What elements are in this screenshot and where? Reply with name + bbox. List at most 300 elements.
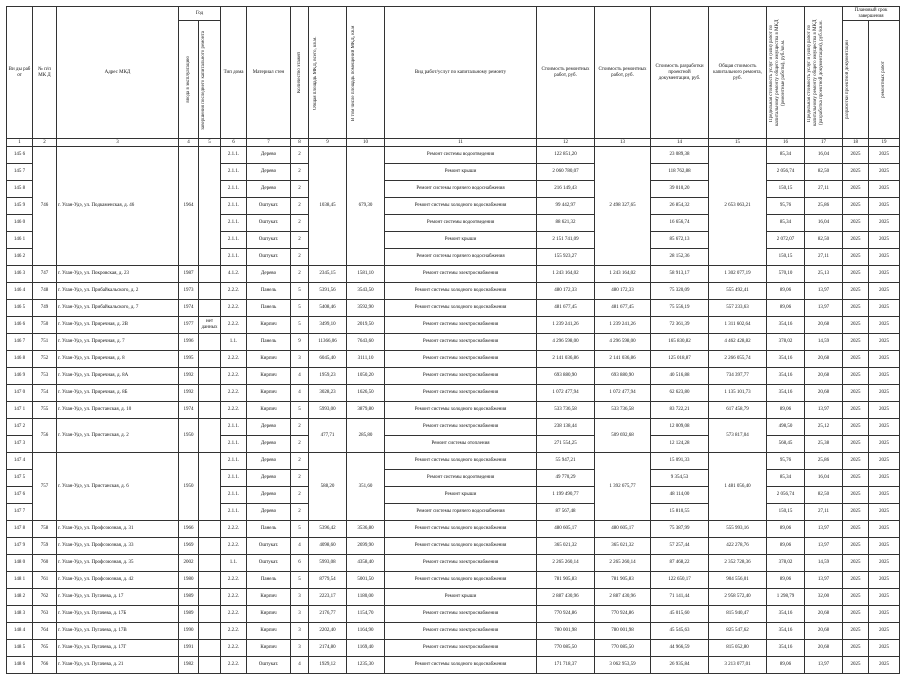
cell-fl: 3: [291, 351, 309, 368]
cell-type: 2.2.2.: [221, 283, 247, 300]
table-row: [7, 555, 900, 572]
cell-c12: 693 880,90: [537, 368, 595, 385]
header-total-area: Общая площадь МКД, всего, кв.м.: [309, 7, 347, 139]
header-work-type: Вид работ/услуг по капитальному ремонту: [385, 7, 537, 139]
cell-vid: 146 4: [7, 283, 33, 300]
repair-register-table: [6, 6, 900, 674]
cell-c19: 2025: [869, 147, 900, 164]
cell-y2: [199, 453, 221, 521]
header-year: Год: [179, 7, 221, 21]
cell-prem: 1626,50: [347, 385, 385, 402]
cell-wall: Дерево: [247, 419, 291, 436]
cell-c19: 2025: [869, 470, 900, 487]
cell-y2: [199, 572, 221, 589]
cell-type: 2.1.1.: [221, 147, 247, 164]
column-number: 6: [221, 139, 247, 147]
cell-c14: 75 556,19: [651, 300, 709, 317]
cell-c13: 480 172,33: [595, 283, 651, 300]
cell-c19: 2025: [869, 555, 900, 572]
cell-area: 3499,10: [309, 317, 347, 334]
cell-c16: 354,16: [767, 385, 805, 402]
cell-c19: 2025: [869, 487, 900, 504]
cell-type: 2.2.2.: [221, 589, 247, 606]
cell-addr: г. Улан-Удэ, ул. Пристанская, д. 2: [57, 419, 179, 453]
table-row: [7, 351, 900, 368]
cell-prem: 679,30: [347, 147, 385, 266]
cell-addr: г. Улан-Удэ, ул. Профсоюзная, д. 42: [57, 572, 179, 589]
cell-c18: 2025: [843, 572, 869, 589]
cell-fl: 3: [291, 589, 309, 606]
cell-c12: 481 677,45: [537, 300, 595, 317]
cell-c18: 2025: [843, 283, 869, 300]
cell-c12: 480 172,33: [537, 283, 595, 300]
cell-c16: 150,15: [767, 504, 805, 521]
cell-c13: 533 736,58: [595, 402, 651, 419]
table-row: [7, 402, 900, 419]
cell-y2: [199, 385, 221, 402]
cell-c12: 2 060 780,07: [537, 164, 595, 181]
cell-c16: 354,16: [767, 368, 805, 385]
cell-vid: 147 4: [7, 453, 33, 470]
cell-vid: 145 8: [7, 181, 33, 198]
cell-addr: г. Улан-Удэ, ул. Профсоюзная, д. 31: [57, 521, 179, 538]
cell-vid: 147 3: [7, 436, 33, 453]
cell-wall: Оштукат.: [247, 198, 291, 215]
cell-c17: 16,04: [805, 470, 843, 487]
column-number: 11: [385, 139, 537, 147]
cell-c15: 825 547,62: [709, 623, 767, 640]
cell-y1: 1969: [179, 538, 199, 555]
cell-c14: 26 854,32: [651, 198, 709, 215]
cell-work: Ремонт системы горячего водоснабжения: [385, 249, 537, 266]
cell-c12: 780 001,98: [537, 623, 595, 640]
cell-c19: 2025: [869, 385, 900, 402]
cell-c16: 95,76: [767, 453, 805, 470]
cell-c13: 365 021,32: [595, 538, 651, 555]
cell-c14: 57 257,44: [651, 538, 709, 555]
cell-num: 765: [33, 640, 57, 657]
cell-c18: 2025: [843, 419, 869, 436]
cell-c15: 2 958 572,40: [709, 589, 767, 606]
cell-prem: 1180,00: [347, 589, 385, 606]
cell-c18: 2025: [843, 470, 869, 487]
table-row: [7, 266, 900, 283]
cell-c19: 2025: [869, 198, 900, 215]
cell-vid: 148 6: [7, 657, 33, 674]
cell-num: 766: [33, 657, 57, 674]
cell-c14: 122 650,17: [651, 572, 709, 589]
header-cost-repair-2: Стоимость ремонтных работ, руб.: [595, 7, 651, 139]
cell-fl: 5: [291, 572, 309, 589]
cell-fl: 5: [291, 300, 309, 317]
cell-c14: 45 545,63: [651, 623, 709, 640]
cell-type: 2.1.1.: [221, 487, 247, 504]
cell-work: Ремонт системы холодного водоснабжения: [385, 657, 537, 674]
cell-c17: 20,68: [805, 385, 843, 402]
cell-c18: 2025: [843, 487, 869, 504]
cell-c19: 2025: [869, 572, 900, 589]
cell-c16: 89,06: [767, 657, 805, 674]
cell-addr: г. Улан-Удэ, ул. Пугачева, д. 17: [57, 589, 179, 606]
cell-c12: 533 736,58: [537, 402, 595, 419]
cell-y1: 1964: [179, 147, 199, 266]
cell-wall: Кирпич: [247, 623, 291, 640]
cell-c17: 27,11: [805, 181, 843, 198]
cell-vid: 146 1: [7, 232, 33, 249]
cell-c15: 4 462 428,82: [709, 334, 767, 351]
header-num: № п/п МК Д: [33, 7, 57, 139]
cell-y1: 1950: [179, 453, 199, 521]
table-row: [7, 147, 900, 164]
cell-type: 2.2.2.: [221, 538, 247, 555]
header-vid: Ви ды раб от: [7, 7, 33, 139]
cell-c13: 481 677,45: [595, 300, 651, 317]
cell-c18: 2025: [843, 504, 869, 521]
cell-c15: 734 397,77: [709, 368, 767, 385]
cell-c14: 9 354,53: [651, 470, 709, 487]
cell-c12: 99 442,97: [537, 198, 595, 215]
header-deadline-repair: ремонтных работ: [869, 21, 900, 139]
cell-c16: 89,06: [767, 283, 805, 300]
cell-c15: 815 940,47: [709, 606, 767, 623]
cell-c12: 88 621,32: [537, 215, 595, 232]
cell-wall: Оштукат.: [247, 215, 291, 232]
cell-c17: 82,50: [805, 487, 843, 504]
cell-c15: 617 458,79: [709, 402, 767, 419]
cell-c16: 354,16: [767, 640, 805, 657]
cell-vid: 148 0: [7, 555, 33, 572]
cell-c19: 2025: [869, 249, 900, 266]
cell-c16: 85,34: [767, 470, 805, 487]
cell-y1: 1992: [179, 385, 199, 402]
cell-type: 2.2.2.: [221, 317, 247, 334]
cell-num: 751: [33, 334, 57, 351]
cell-c18: 2025: [843, 317, 869, 334]
cell-c14: 15 810,55: [651, 504, 709, 521]
cell-wall: Панель: [247, 300, 291, 317]
cell-c19: 2025: [869, 521, 900, 538]
column-numbers-row: [7, 139, 900, 147]
cell-c14: 45 015,60: [651, 606, 709, 623]
cell-num: 764: [33, 623, 57, 640]
cell-c14: 75 387,99: [651, 521, 709, 538]
cell-vid: 145 9: [7, 198, 33, 215]
cell-c19: 2025: [869, 538, 900, 555]
cell-work: Ремонт системы электроснабжения: [385, 419, 537, 436]
cell-c13: 2 498 327,65: [595, 147, 651, 266]
cell-type: 2.1.1.: [221, 215, 247, 232]
cell-c15: 422 278,76: [709, 538, 767, 555]
header-year-commissioning: ввода в эксплуатацию: [179, 21, 199, 139]
cell-c12: 4 296 598,00: [537, 334, 595, 351]
cell-c18: 2025: [843, 589, 869, 606]
table-row: [7, 334, 900, 351]
cell-c14: 23 089,38: [651, 147, 709, 164]
cell-c13: 770 924,86: [595, 606, 651, 623]
cell-c16: 2 056,74: [767, 487, 805, 504]
cell-fl: 2: [291, 147, 309, 164]
cell-y2: [199, 351, 221, 368]
cell-c15: 1 135 101,73: [709, 385, 767, 402]
cell-type: 2.2.2.: [221, 606, 247, 623]
cell-y1: 1992: [179, 368, 199, 385]
cell-c17: 16,04: [805, 147, 843, 164]
cell-c15: 815 052,80: [709, 640, 767, 657]
cell-addr: г. Улан-Удэ, ул. Профсоюзная, д. 35: [57, 555, 179, 572]
cell-wall: Кирпич: [247, 402, 291, 419]
cell-c17: 20,68: [805, 317, 843, 334]
cell-fl: 5: [291, 521, 309, 538]
cell-fl: 2: [291, 504, 309, 521]
cell-c12: 480 605,17: [537, 521, 595, 538]
cell-c12: 2 265 260,14: [537, 555, 595, 572]
column-number: 1: [7, 139, 33, 147]
register-sheet: [6, 6, 899, 674]
cell-fl: 2: [291, 249, 309, 266]
cell-addr: г. Улан-Удэ, ул. Приречная, д. 2В: [57, 317, 179, 334]
cell-c17: 82,50: [805, 232, 843, 249]
cell-type: 1.1.: [221, 334, 247, 351]
cell-wall: Кирпич: [247, 606, 291, 623]
cell-vid: 146 8: [7, 351, 33, 368]
cell-fl: 2: [291, 164, 309, 181]
cell-work: Ремонт системы водоотведения: [385, 215, 537, 232]
column-number: 17: [805, 139, 843, 147]
cell-wall: Дерево: [247, 147, 291, 164]
cell-c18: 2025: [843, 640, 869, 657]
cell-y2: нет данных: [199, 317, 221, 334]
cell-c18: 2025: [843, 198, 869, 215]
cell-c17: 14,59: [805, 555, 843, 572]
cell-vid: 147 9: [7, 538, 33, 555]
cell-fl: 2: [291, 232, 309, 249]
cell-work: Ремонт системы электроснабжения: [385, 623, 537, 640]
cell-c16: 354,16: [767, 623, 805, 640]
cell-wall: Дерево: [247, 266, 291, 283]
cell-type: 2.1.1.: [221, 164, 247, 181]
cell-fl: 2: [291, 453, 309, 470]
cell-c18: 2025: [843, 147, 869, 164]
cell-num: 754: [33, 385, 57, 402]
cell-c12: 55 947,21: [537, 453, 595, 470]
cell-c13: 770 085,50: [595, 640, 651, 657]
cell-work: Ремонт системы холодного водоснабжения: [385, 453, 537, 470]
column-number: 8: [291, 139, 309, 147]
cell-prem: 2019,50: [347, 317, 385, 334]
cell-wall: Панель: [247, 521, 291, 538]
cell-c14: 125 018,87: [651, 351, 709, 368]
cell-addr: г. Улан-Удэ, ул. Пугачева, д. 17Б: [57, 606, 179, 623]
cell-c19: 2025: [869, 504, 900, 521]
cell-c18: 2025: [843, 436, 869, 453]
cell-wall: Дерево: [247, 470, 291, 487]
cell-c12: 1 199 490,77: [537, 487, 595, 504]
cell-y2: [199, 402, 221, 419]
cell-c17: 13,97: [805, 283, 843, 300]
cell-fl: 4: [291, 385, 309, 402]
cell-addr: г. Улан-Удэ, ул. Пристанская, д. 10: [57, 402, 179, 419]
cell-vid: 147 2: [7, 419, 33, 436]
header-cost-repair: Стоимость ремонтных работ, руб.: [537, 7, 595, 139]
cell-c14: 72 361,39: [651, 317, 709, 334]
cell-prem: 3111,10: [347, 351, 385, 368]
header-deadline-design: разработки проектной документации: [843, 21, 869, 139]
cell-work: Ремонт системы холодного водоснабжения: [385, 521, 537, 538]
cell-c19: 2025: [869, 266, 900, 283]
cell-fl: 4: [291, 368, 309, 385]
table-row: [7, 657, 900, 674]
cell-c19: 2025: [869, 351, 900, 368]
cell-c19: 2025: [869, 300, 900, 317]
table-row: [7, 317, 900, 334]
cell-wall: Кирпич: [247, 385, 291, 402]
cell-prem: 1164,90: [347, 623, 385, 640]
cell-work: Ремонт системы холодного водоснабжения: [385, 538, 537, 555]
cell-c17: 13,97: [805, 657, 843, 674]
cell-type: 2.2.2.: [221, 657, 247, 674]
cell-c16: 150,15: [767, 181, 805, 198]
cell-type: 2.1.1.: [221, 436, 247, 453]
column-number: 9: [309, 139, 347, 147]
cell-c19: 2025: [869, 334, 900, 351]
cell-fl: 3: [291, 606, 309, 623]
cell-num: 750: [33, 317, 57, 334]
cell-c17: 25,86: [805, 453, 843, 470]
cell-c13: 3 062 953,59: [595, 657, 651, 674]
cell-work: Ремонт системы электроснабжения: [385, 334, 537, 351]
cell-y1: 1974: [179, 402, 199, 419]
cell-addr: г. Улан-Удэ, ул. Приречная, д. 8Б: [57, 385, 179, 402]
cell-vid: 145 6: [7, 147, 33, 164]
cell-c18: 2025: [843, 164, 869, 181]
cell-y1: 1989: [179, 589, 199, 606]
cell-vid: 146 5: [7, 300, 33, 317]
cell-c15: 2 352 728,36: [709, 555, 767, 572]
cell-area: 1929,12: [309, 657, 347, 674]
cell-addr: г. Улан-Удэ, ул. Пугачева, д. 17В: [57, 623, 179, 640]
cell-wall: Оштукат.: [247, 538, 291, 555]
cell-wall: Дерево: [247, 504, 291, 521]
cell-wall: Дерево: [247, 164, 291, 181]
cell-c14: 48 114,00: [651, 487, 709, 504]
cell-num: 757: [33, 453, 57, 521]
cell-c18: 2025: [843, 385, 869, 402]
cell-c16: 568,45: [767, 436, 805, 453]
cell-num: 755: [33, 402, 57, 419]
header-cost-design: Стоимость разработки проектной документации, руб.: [651, 7, 709, 139]
cell-c19: 2025: [869, 164, 900, 181]
cell-c15: 904 556,01: [709, 572, 767, 589]
header-premises-area: В том числе площадь помещений МКД, кв.м: [347, 7, 385, 139]
table-row: [7, 521, 900, 538]
table-row: [7, 623, 900, 640]
cell-num: 756: [33, 419, 57, 453]
cell-c18: 2025: [843, 368, 869, 385]
cell-wall: Кирпич: [247, 640, 291, 657]
cell-y1: 1980: [179, 572, 199, 589]
cell-c17: 32,00: [805, 589, 843, 606]
cell-c17: 20,68: [805, 368, 843, 385]
cell-c16: 89,06: [767, 538, 805, 555]
cell-c15: 555 492,41: [709, 283, 767, 300]
cell-num: 763: [33, 606, 57, 623]
cell-c17: 25,86: [805, 198, 843, 215]
cell-c19: 2025: [869, 623, 900, 640]
cell-c17: 27,11: [805, 504, 843, 521]
cell-area: 2345,15: [309, 266, 347, 283]
cell-c18: 2025: [843, 402, 869, 419]
table-row: [7, 589, 900, 606]
cell-c19: 2025: [869, 402, 900, 419]
cell-c18: 2025: [843, 521, 869, 538]
cell-num: 752: [33, 351, 57, 368]
cell-addr: г. Улан-Удэ, ул. Прибайкальского, д. 7: [57, 300, 179, 317]
cell-c12: 238 138,44: [537, 419, 595, 436]
cell-vid: 146 6: [7, 317, 33, 334]
cell-c13: 1 392 675,77: [595, 453, 651, 521]
header-limit-cost-2: Предельная стоимость услуг и (или) работ по капитальному ремонту общего имущества в МКД (разработка проектной документации), руб./кв.м.: [805, 7, 843, 139]
cell-c14: 12 124,28: [651, 436, 709, 453]
cell-c14: 83 722,21: [651, 402, 709, 419]
cell-vid: 145 7: [7, 164, 33, 181]
cell-type: 2.1.1.: [221, 181, 247, 198]
cell-prem: 351,60: [347, 453, 385, 521]
cell-c17: 20,68: [805, 606, 843, 623]
cell-fl: 5: [291, 317, 309, 334]
cell-y2: [199, 368, 221, 385]
cell-c12: 2 141 036,86: [537, 351, 595, 368]
header-floors: Количество этажей: [291, 7, 309, 139]
cell-c15: 573 817,04: [709, 419, 767, 453]
cell-prem: 1154,70: [347, 606, 385, 623]
cell-c13: 4 296 598,00: [595, 334, 651, 351]
cell-prem: 3536,80: [347, 521, 385, 538]
cell-c12: 2 887 430,96: [537, 589, 595, 606]
cell-prem: 3592,90: [347, 300, 385, 317]
cell-c14: 44 966,59: [651, 640, 709, 657]
cell-wall: Кирпич: [247, 368, 291, 385]
cell-work: Ремонт системы горячего водоснабжения: [385, 181, 537, 198]
cell-work: Ремонт системы электроснабжения: [385, 266, 537, 283]
cell-area: 2223,17: [309, 589, 347, 606]
cell-c14: 71 141,44: [651, 589, 709, 606]
cell-fl: 3: [291, 640, 309, 657]
cell-c16: 85,34: [767, 147, 805, 164]
cell-c19: 2025: [869, 453, 900, 470]
cell-c16: 89,06: [767, 521, 805, 538]
cell-addr: г. Улан-Удэ, ул. Пугачева, д. 17Г: [57, 640, 179, 657]
cell-wall: Оштукат.: [247, 249, 291, 266]
cell-fl: 2: [291, 266, 309, 283]
cell-type: 2.2.2.: [221, 300, 247, 317]
cell-wall: Оштукат.: [247, 555, 291, 572]
cell-c18: 2025: [843, 623, 869, 640]
cell-work: Ремонт системы электроснабжения: [385, 368, 537, 385]
cell-c15: 3 213 077,01: [709, 657, 767, 674]
cell-c18: 2025: [843, 266, 869, 283]
cell-c17: 16,04: [805, 215, 843, 232]
cell-type: 2.2.2.: [221, 385, 247, 402]
cell-y2: [199, 606, 221, 623]
column-number: 4: [179, 139, 199, 147]
cell-c12: 122 851,20: [537, 147, 595, 164]
cell-c18: 2025: [843, 555, 869, 572]
cell-c12: 49 770,29: [537, 470, 595, 487]
cell-c12: 770 924,86: [537, 606, 595, 623]
column-number: 3: [57, 139, 179, 147]
cell-area: 2202,40: [309, 623, 347, 640]
cell-fl: 4: [291, 538, 309, 555]
